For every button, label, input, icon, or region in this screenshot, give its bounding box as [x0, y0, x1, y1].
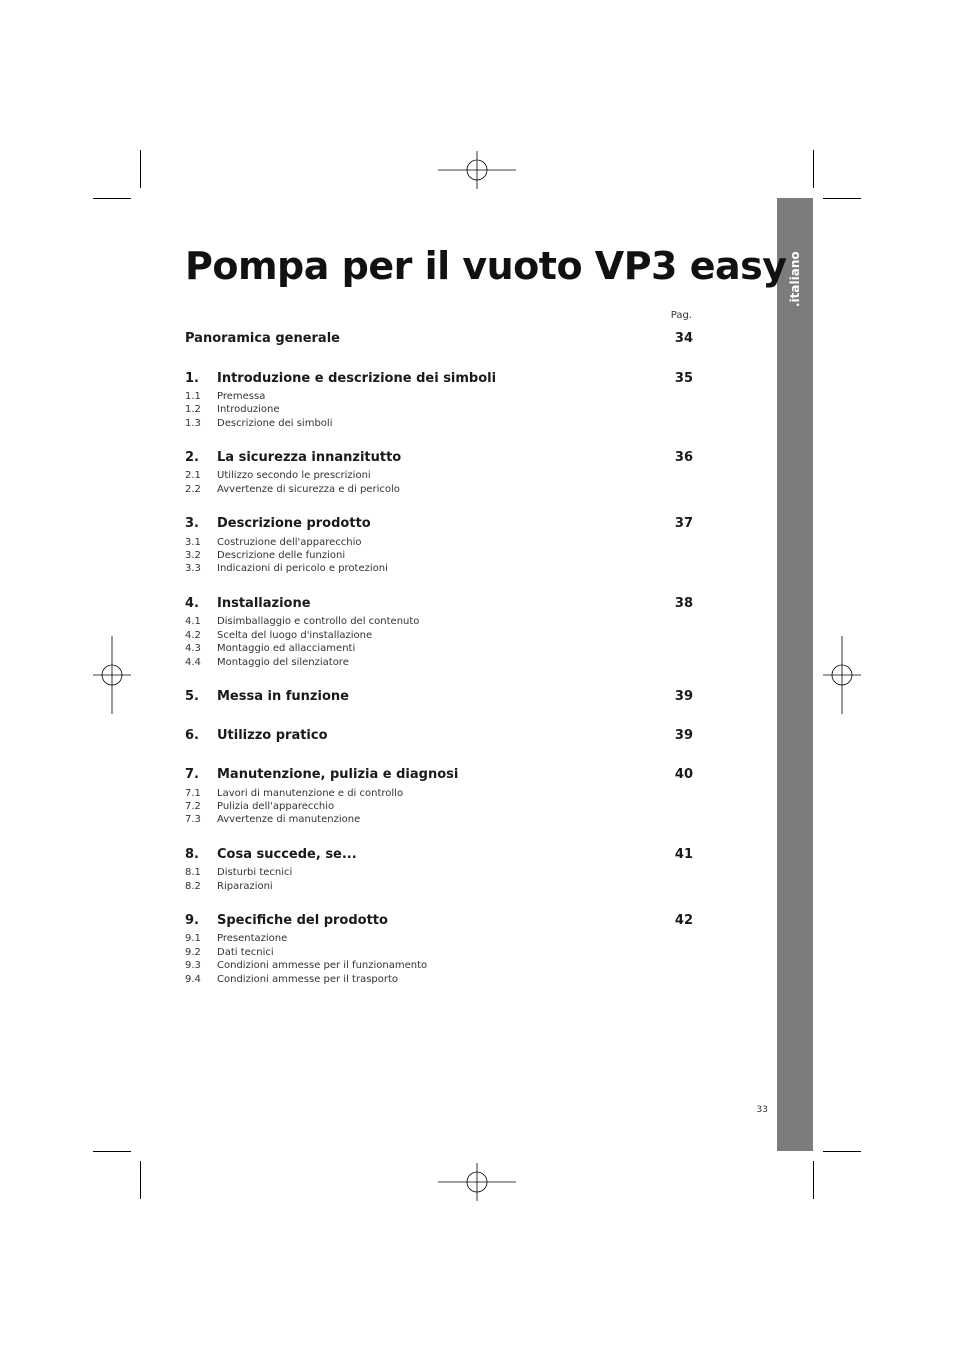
toc-section-row[interactable]	[185, 516, 693, 534]
toc-section-number: 5.	[185, 689, 199, 704]
toc-subsection-row[interactable]	[185, 960, 693, 974]
toc-section-row[interactable]	[185, 847, 693, 865]
toc-subsection-row[interactable]	[185, 470, 693, 484]
crop-mark	[140, 150, 141, 188]
toc-subsection-row[interactable]	[185, 657, 693, 671]
registration-mark-icon	[803, 636, 881, 714]
toc-subsection-label: Avvertenze di sicurezza e di pericolo	[217, 484, 400, 495]
page-number: 33	[756, 1105, 768, 1115]
toc-subsection-row[interactable]	[185, 418, 693, 432]
crop-mark	[140, 1161, 141, 1199]
toc-subsection-row[interactable]	[185, 867, 693, 881]
toc-subsection-label: Condizioni ammesse per il funzionamento	[217, 960, 428, 971]
toc-section-row[interactable]	[185, 596, 693, 614]
toc-section-row[interactable]	[185, 767, 693, 785]
toc-section-title: La sicurezza innanzitutto	[217, 450, 402, 465]
toc-subsection-label: Presentazione	[217, 933, 288, 944]
toc-section-row[interactable]	[185, 689, 693, 707]
toc-subsection-number: 1.3	[185, 418, 201, 429]
toc-subsection-label: Riparazioni	[217, 881, 273, 892]
toc-section-row[interactable]	[185, 728, 693, 746]
toc-subsection-number: 8.2	[185, 881, 201, 892]
toc-subsection-number: 4.2	[185, 630, 201, 641]
toc-subsection-row[interactable]	[185, 391, 693, 405]
toc-section-title: Descrizione prodotto	[217, 516, 371, 531]
toc-subsection-label: Dati tecnici	[217, 947, 274, 958]
toc-subsection-row[interactable]	[185, 974, 693, 988]
toc-section-title: Cosa succede, se...	[217, 847, 357, 862]
toc-section-number: 6.	[185, 728, 199, 743]
toc-subsection-number: 2.1	[185, 470, 201, 481]
toc-section-number: 3.	[185, 516, 199, 531]
toc-page-number: 39	[674, 728, 693, 743]
registration-mark-icon	[438, 1143, 516, 1221]
toc-subsection-row[interactable]	[185, 881, 693, 895]
toc-subsection-number: 2.2	[185, 484, 201, 495]
crop-mark	[93, 1151, 131, 1152]
page-column-label: Pag.	[670, 310, 692, 321]
toc-subsection-label: Avvertenze di manutenzione	[217, 814, 361, 825]
toc-page-number: 38	[674, 596, 693, 611]
toc-subsection-label: Utilizzo secondo le prescrizioni	[217, 470, 371, 481]
toc-subsection-label: Indicazioni di pericolo e protezioni	[217, 563, 388, 574]
toc-section-row[interactable]	[185, 371, 693, 389]
toc-overview-row[interactable]	[185, 331, 693, 349]
toc-subsection-label: Montaggio del silenziatore	[217, 657, 349, 668]
toc-subsection-row[interactable]	[185, 616, 693, 630]
toc-subsection-row[interactable]	[185, 643, 693, 657]
toc-page-number: 42	[674, 913, 693, 928]
toc-subsection-number: 9.3	[185, 960, 201, 971]
toc-section-title: Utilizzo pratico	[217, 728, 328, 743]
toc-section-row[interactable]	[185, 450, 693, 468]
toc-section-number: 8.	[185, 847, 199, 862]
toc-section-number: 4.	[185, 596, 199, 611]
toc-subsection-row[interactable]	[185, 933, 693, 947]
toc-section-number: 7.	[185, 767, 199, 782]
page-title: Pompa per il vuoto VP3 easy	[185, 244, 787, 288]
crop-mark	[813, 150, 814, 188]
toc-subsection-row[interactable]	[185, 947, 693, 961]
toc-subsection-number: 7.1	[185, 788, 201, 799]
toc-page-number: 40	[674, 767, 693, 782]
toc-subsection-label: Condizioni ammesse per il trasporto	[217, 974, 399, 985]
toc-section-title: Installazione	[217, 596, 311, 611]
crop-mark	[93, 198, 131, 199]
toc-subsection-row[interactable]	[185, 404, 693, 418]
crop-mark	[823, 1151, 861, 1152]
toc-subsection-number: 3.3	[185, 563, 201, 574]
toc-subsection-row[interactable]	[185, 484, 693, 498]
toc-section-title: Manutenzione, pulizia e diagnosi	[217, 767, 459, 782]
toc-subsection-label: Costruzione dell'apparecchio	[217, 537, 362, 548]
toc-section-number: 2.	[185, 450, 199, 465]
toc-subsection-row[interactable]	[185, 814, 693, 828]
toc-section-row[interactable]	[185, 913, 693, 931]
crop-mark	[813, 1161, 814, 1199]
toc-subsection-label: Pulizia dell'apparecchio	[217, 801, 335, 812]
language-side-tab	[777, 198, 813, 1151]
toc-subsection-label: Montaggio ed allacciamenti	[217, 643, 356, 654]
toc-page-number: 34	[674, 331, 693, 346]
language-label: .italiano	[788, 251, 802, 307]
toc-page-number: 37	[674, 516, 693, 531]
toc-subsection-row[interactable]	[185, 550, 693, 564]
toc-subsection-number: 9.4	[185, 974, 201, 985]
toc-subsection-number: 1.2	[185, 404, 201, 415]
registration-mark-icon	[73, 636, 151, 714]
toc-subsection-number: 4.4	[185, 657, 201, 668]
toc-section-title: Messa in funzione	[217, 689, 349, 704]
toc-overview-label: Panoramica generale	[185, 331, 340, 346]
toc-subsection-number: 3.1	[185, 537, 201, 548]
toc-subsection-number: 4.3	[185, 643, 201, 654]
toc-subsection-number: 9.1	[185, 933, 201, 944]
toc-subsection-row[interactable]	[185, 537, 693, 551]
toc-subsection-label: Disturbi tecnici	[217, 867, 293, 878]
toc-subsection-label: Premessa	[217, 391, 266, 402]
toc-page-number: 39	[674, 689, 693, 704]
toc-subsection-row[interactable]	[185, 788, 693, 802]
toc-section-number: 9.	[185, 913, 199, 928]
toc-subsection-label: Introduzione	[217, 404, 280, 415]
toc-subsection-number: 7.2	[185, 801, 201, 812]
crop-mark	[823, 198, 861, 199]
toc-subsection-number: 7.3	[185, 814, 201, 825]
toc-subsection-number: 9.2	[185, 947, 201, 958]
toc-section-number: 1.	[185, 371, 199, 386]
toc-subsection-label: Disimballaggio e controllo del contenuto	[217, 616, 420, 627]
toc-subsection-number: 3.2	[185, 550, 201, 561]
registration-mark-icon	[438, 131, 516, 209]
toc-subsection-number: 8.1	[185, 867, 201, 878]
toc-subsection-number: 1.1	[185, 391, 201, 402]
toc-section-title: Specifiche del prodotto	[217, 913, 388, 928]
toc-subsection-label: Descrizione dei simboli	[217, 418, 333, 429]
toc-section-title: Introduzione e descrizione dei simboli	[217, 371, 497, 386]
toc-subsection-label: Lavori di manutenzione e di controllo	[217, 788, 404, 799]
toc-subsection-label: Scelta del luogo d'installazione	[217, 630, 373, 641]
toc-subsection-row[interactable]	[185, 630, 693, 644]
toc-subsection-row[interactable]	[185, 563, 693, 577]
toc-page-number: 35	[674, 371, 693, 386]
toc-page-number: 41	[674, 847, 693, 862]
toc-subsection-row[interactable]	[185, 801, 693, 815]
toc-subsection-label: Descrizione delle funzioni	[217, 550, 346, 561]
toc-page-number: 36	[674, 450, 693, 465]
toc-subsection-number: 4.1	[185, 616, 201, 627]
